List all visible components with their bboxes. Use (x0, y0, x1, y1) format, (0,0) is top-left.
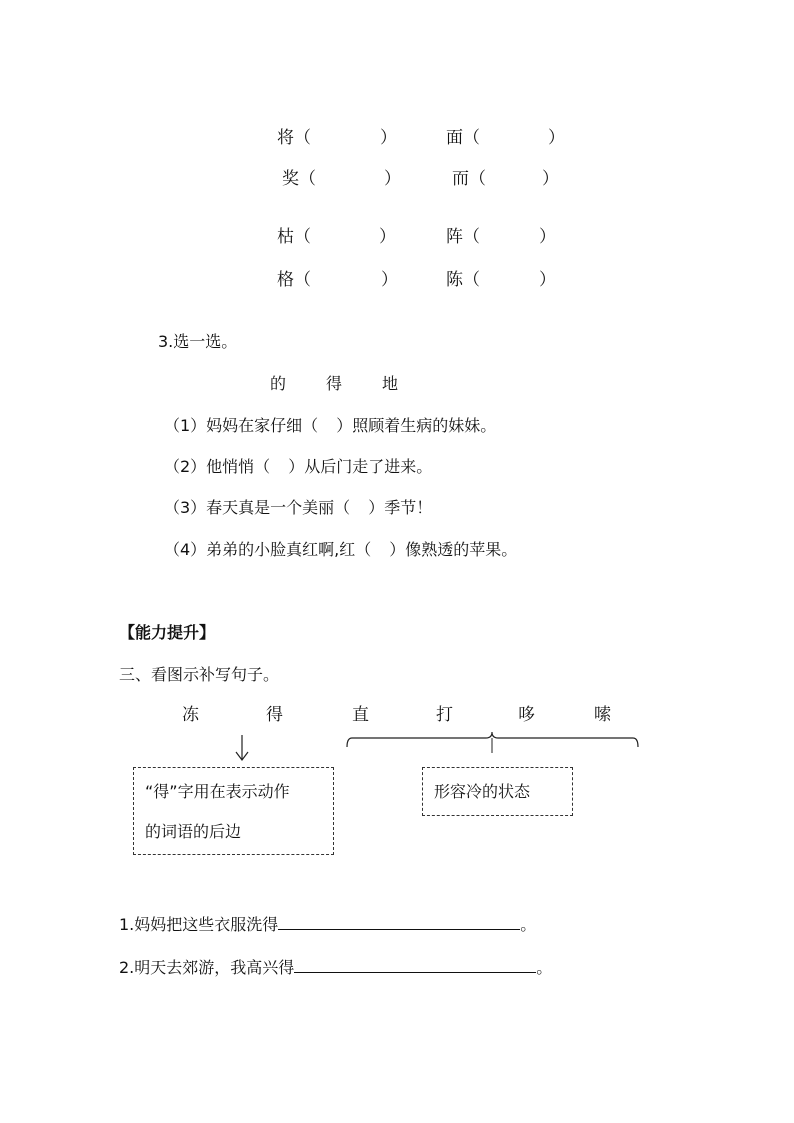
option-de2: 得 (326, 374, 343, 393)
section-title: 三、看图示补写句子。 (119, 665, 280, 684)
pair-3-right: 阵（ (446, 227, 480, 247)
down-arrow-icon (236, 735, 248, 760)
pair-3-left: 枯（ (277, 227, 311, 247)
pair-3-right-close: ） (539, 227, 556, 247)
option-de3: 地 (382, 374, 399, 393)
pair-2-right-close: ） (542, 169, 559, 189)
question-3-title: 3.选一选。 (158, 332, 238, 351)
diagram-char-suo: 嗦 (594, 705, 611, 725)
q3-item-2: （2）他悄悄（ ）从后门走了进来。 (164, 457, 433, 476)
option-de1: 的 (270, 374, 287, 393)
note-box-2 (422, 767, 573, 816)
note-2-text: 形容冷的状态 (434, 782, 531, 801)
diagram-char-da: 打 (436, 705, 453, 725)
section-header: 【能力提升】 (119, 623, 216, 642)
pair-4-left-close: ） (381, 270, 398, 290)
diagram-char-zhi: 直 (352, 705, 369, 725)
answer-blank-2[interactable] (294, 956, 536, 973)
diagram-char-duo: 哆 (518, 705, 535, 725)
diagram-char-dong: 冻 (182, 705, 199, 725)
pair-1-right-close: ） (548, 128, 565, 148)
diagram-char-de: 得 (266, 705, 283, 725)
pair-4-right-close: ） (539, 270, 556, 290)
pair-4-right: 陈（ (446, 270, 480, 290)
note-1-line-2: 的词语的后边 (145, 822, 242, 841)
q3-item-4: （4）弟弟的小脸真红啊,红（ ）像熟透的苹果。 (164, 540, 518, 559)
answer-blank-1[interactable] (278, 913, 520, 930)
pair-4-left: 格（ (277, 270, 311, 290)
pair-2-left: 奖（ (282, 169, 316, 189)
note-1-line-1: “得”字用在表示动作 (145, 782, 290, 801)
q3-item-1: （1）妈妈在家仔细（ ）照顾着生病的妹妹。 (164, 416, 497, 435)
note-box-1 (133, 767, 334, 855)
pair-2-right: 而（ (452, 169, 486, 189)
pair-3-left-close: ） (379, 227, 396, 247)
q3-item-3: （3）春天真是一个美丽（ ）季节！ (164, 498, 433, 517)
pair-2-left-close: ） (384, 169, 401, 189)
pair-1-right: 面（ (446, 128, 480, 148)
pair-1-left: 将（ (277, 128, 311, 148)
fill-line-2: 2.明天去郊游，我高兴得 。 (119, 958, 553, 977)
fill-line-1: 1.妈妈把这些衣服洗得 。 (119, 915, 537, 934)
pair-1-left-close: ） (380, 128, 397, 148)
